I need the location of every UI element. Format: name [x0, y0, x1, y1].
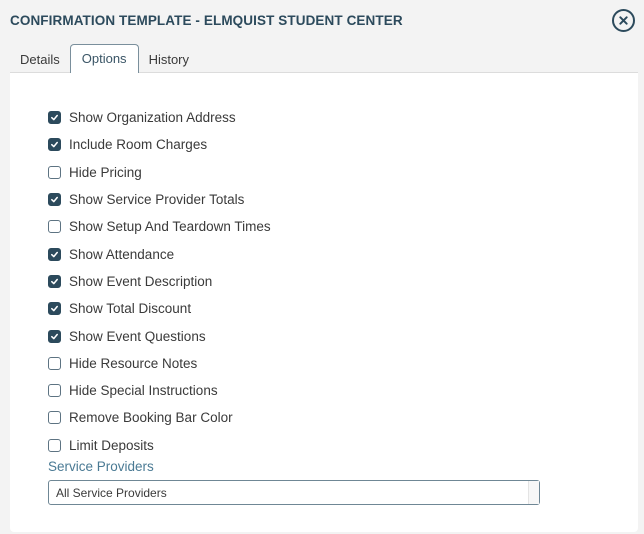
option-limit-deposits[interactable]	[48, 432, 271, 459]
option-hide-resource-notes[interactable]	[48, 350, 271, 377]
option-label: Hide Special Instructions	[69, 383, 218, 399]
close-icon	[619, 16, 628, 25]
option-label: Hide Resource Notes	[69, 355, 198, 371]
option-show-organization-address[interactable]	[48, 104, 271, 131]
checkbox[interactable]	[48, 302, 61, 315]
option-label: Show Total Discount	[69, 301, 192, 317]
option-label: Show Attendance	[69, 246, 175, 262]
option-show-attendance[interactable]	[48, 240, 271, 267]
checkmark-icon	[50, 250, 59, 259]
tab-history[interactable]: History	[148, 52, 190, 67]
checkmark-icon	[50, 195, 59, 204]
option-label: Hide Pricing	[69, 164, 142, 180]
checkmark-icon	[50, 277, 59, 286]
option-show-event-description[interactable]	[48, 268, 271, 295]
service-providers-value: All Service Providers	[56, 485, 167, 500]
checkmark-icon	[50, 332, 59, 341]
tab-details[interactable]: Details	[20, 52, 60, 67]
tab-options[interactable]: Options	[70, 44, 139, 73]
checkmark-icon	[50, 304, 59, 313]
checkbox[interactable]	[48, 193, 61, 206]
option-show-setup-and-teardown-times[interactable]	[48, 213, 271, 240]
option-show-event-questions[interactable]	[48, 322, 271, 349]
option-label: Include Room Charges	[69, 137, 208, 153]
checkbox[interactable]	[48, 220, 61, 233]
checkbox[interactable]	[48, 248, 61, 261]
service-providers-select[interactable]	[48, 480, 540, 505]
service-providers-label: Service Providers	[48, 459, 154, 474]
tab-bar	[10, 45, 199, 73]
checkbox[interactable]	[48, 166, 61, 179]
option-label: Show Service Provider Totals	[69, 192, 245, 208]
option-label: Limit Deposits	[69, 437, 154, 453]
option-show-total-discount[interactable]	[48, 295, 271, 322]
option-hide-special-instructions[interactable]	[48, 377, 271, 404]
checkbox[interactable]	[48, 138, 61, 151]
option-label: Show Organization Address	[69, 110, 236, 126]
dialog-header	[10, 12, 644, 32]
option-label: Show Event Questions	[69, 328, 206, 344]
checkmark-icon	[50, 140, 59, 149]
option-label: Show Setup And Teardown Times	[69, 219, 271, 235]
dialog-title: CONFIRMATION TEMPLATE - ELMQUIST STUDENT CENTER	[10, 13, 403, 28]
options-list	[48, 104, 271, 459]
checkbox[interactable]	[48, 111, 61, 124]
checkbox[interactable]	[48, 330, 61, 343]
option-hide-pricing[interactable]	[48, 159, 271, 186]
checkbox[interactable]	[48, 384, 61, 397]
option-include-room-charges[interactable]	[48, 131, 271, 158]
option-show-service-provider-totals[interactable]	[48, 186, 271, 213]
option-remove-booking-bar-color[interactable]	[48, 404, 271, 431]
options-panel	[10, 72, 638, 532]
dropdown-arrow-icon[interactable]	[528, 481, 539, 504]
option-label: Remove Booking Bar Color	[69, 410, 233, 426]
checkbox[interactable]	[48, 439, 61, 452]
checkbox[interactable]	[48, 357, 61, 370]
checkbox[interactable]	[48, 275, 61, 288]
checkbox[interactable]	[48, 411, 61, 424]
checkmark-icon	[50, 113, 59, 122]
option-label: Show Event Description	[69, 273, 213, 289]
close-button[interactable]	[612, 9, 635, 32]
